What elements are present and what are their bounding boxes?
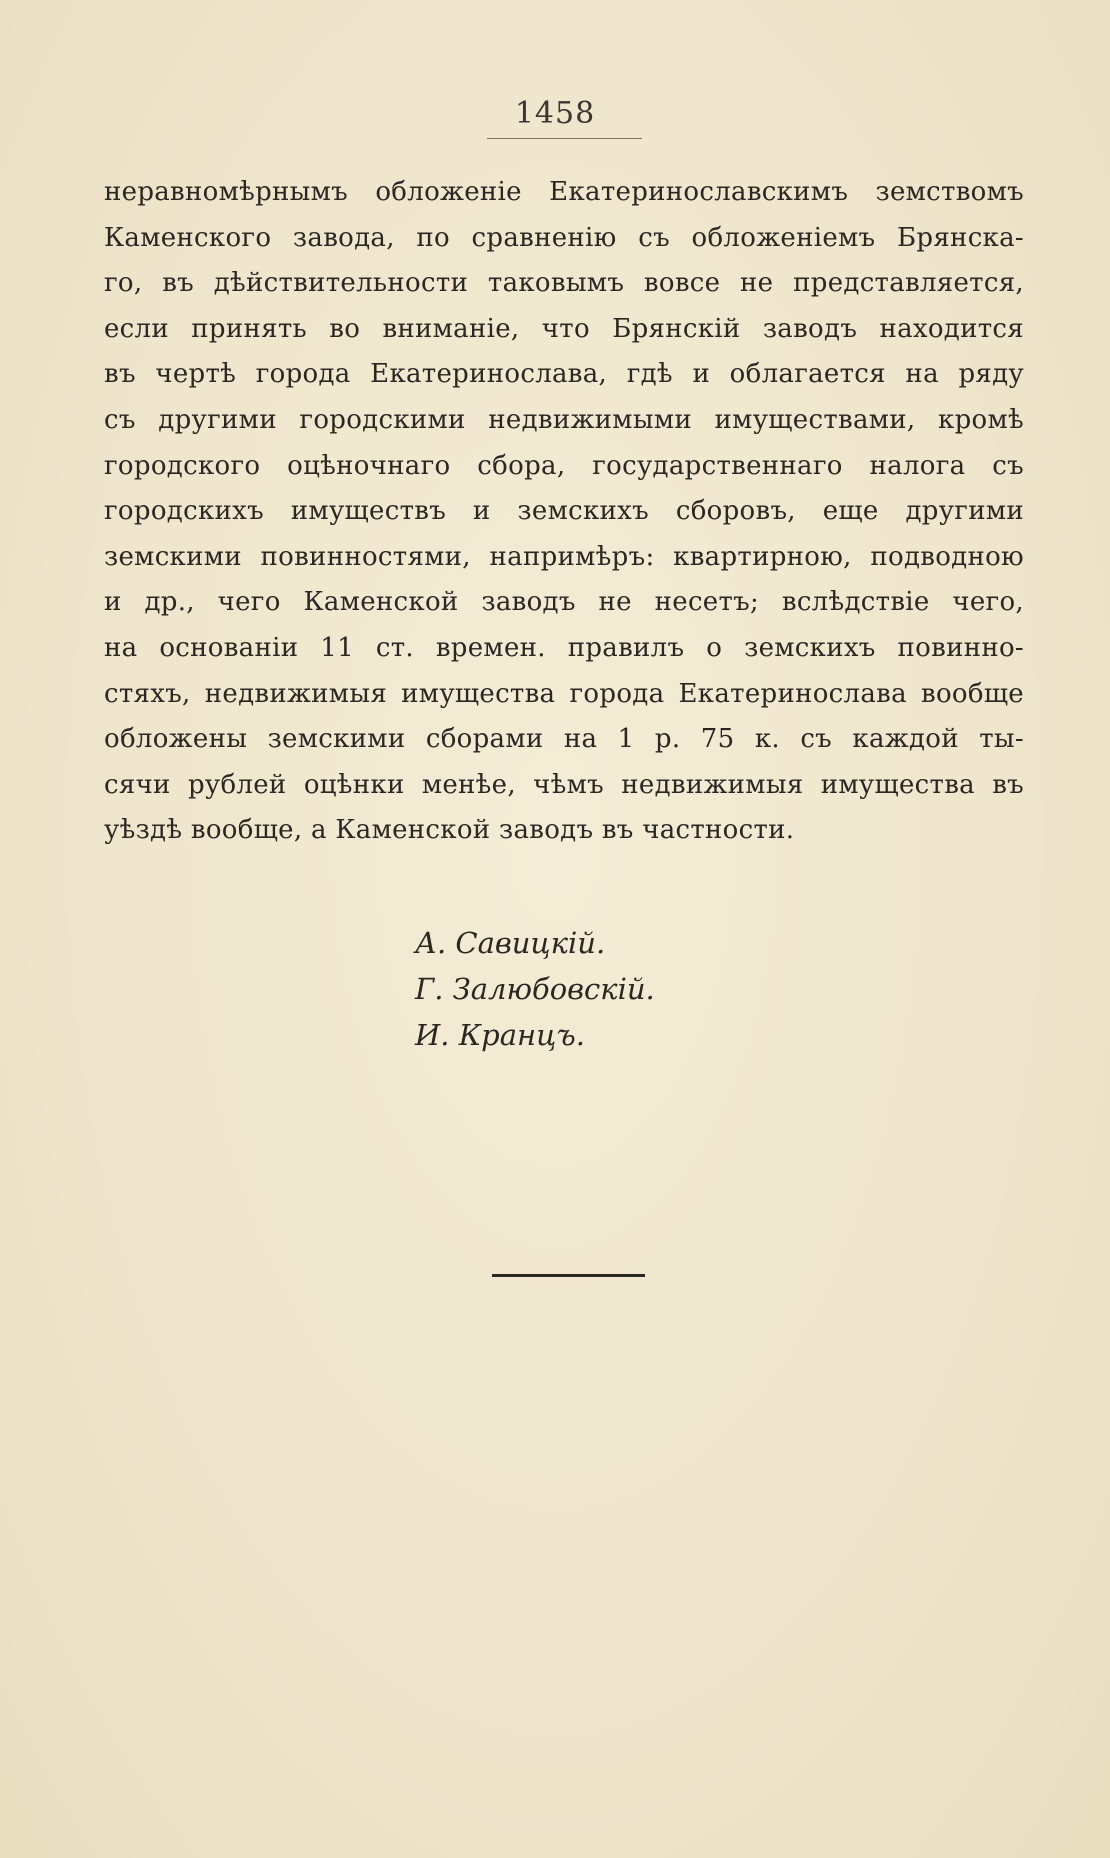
text-line: съ другими городскими недвижимыми имуществами, кромѣ	[104, 404, 1024, 435]
text-line: обложены земскими сборами на 1 р. 75 к. съ каждой ты-	[104, 724, 1024, 755]
text-line: сячи рублей оцѣнки менѣе, чѣмъ недвижимыя имущества въ	[104, 769, 1024, 800]
signature: Г. Залюбовскій.	[415, 972, 655, 1006]
text-line: въ чертѣ города Екатеринослава, гдѣ и облагается на ряду	[104, 359, 1024, 390]
signature-block	[415, 920, 815, 1058]
text-line: Каменского завода, по сравненію съ обложеніемъ Брянска-	[104, 222, 1024, 253]
text-line: неравномѣрнымъ обложеніе Екатеринославскимъ земствомъ	[104, 177, 1024, 207]
text-line: если принять во вниманіе, что Брянскій заводъ находится	[104, 313, 1024, 344]
body-text	[104, 170, 1024, 854]
page-number-underline	[487, 138, 642, 139]
page-number: 1458	[514, 96, 596, 131]
text-line: и др., чего Каменской заводъ не несетъ; вслѣдствіе чего,	[104, 587, 1024, 618]
signature: И. Кранцъ.	[415, 1018, 585, 1052]
text-line: на основаніи 11 ст. времен. правилъ о земскихъ повинно-	[104, 632, 1024, 663]
end-rule	[492, 1274, 645, 1277]
signature: А. Савицкій.	[415, 926, 606, 960]
text-line: городского оцѣночнаго сбора, государственнаго налога съ	[104, 450, 1024, 481]
text-line: уѣздѣ вообще, а Каменской заводъ въ частности.	[104, 815, 795, 846]
text-line: го, въ дѣйствительности таковымъ вовсе не представляется,	[104, 268, 1024, 299]
text-line: городскихъ имуществъ и земскихъ сборовъ, еще другими	[104, 496, 1024, 527]
text-line: стяхъ, недвижимыя имущества города Екатеринослава вообще	[104, 678, 1024, 709]
text-line: земскими повинностями, напримѣръ: квартирною, подводною	[104, 541, 1024, 572]
